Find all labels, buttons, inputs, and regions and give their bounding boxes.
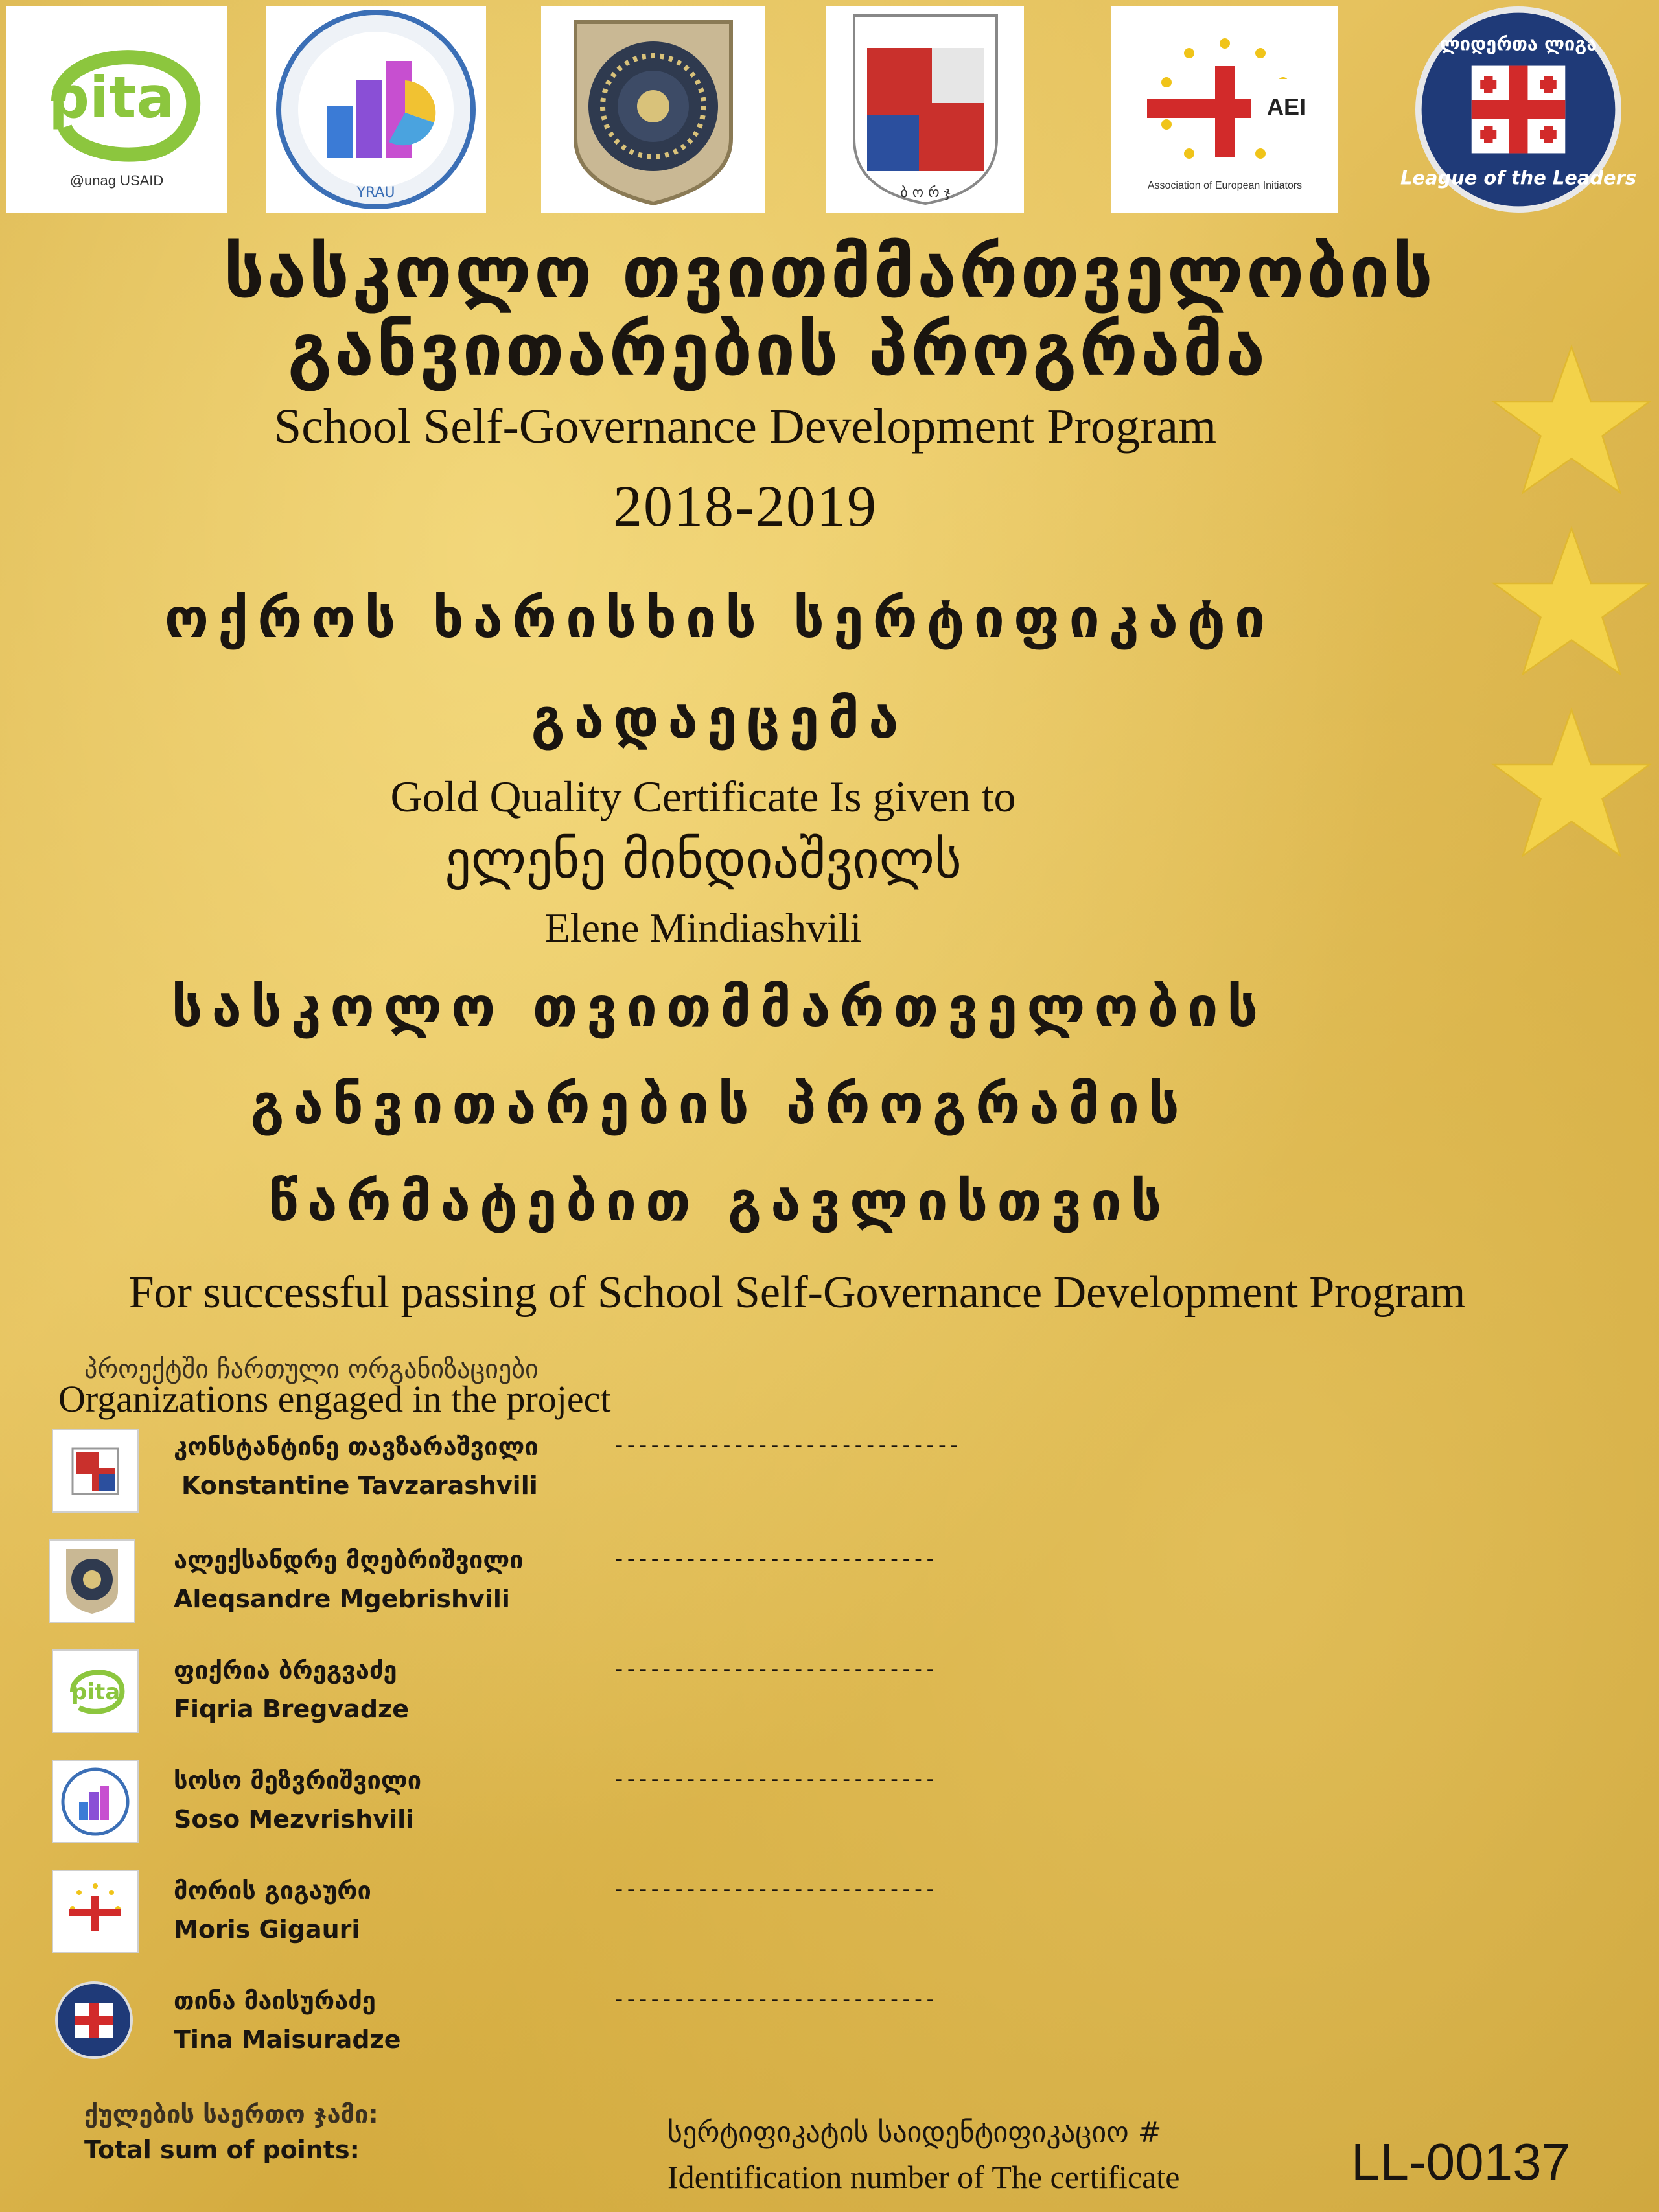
league-geo-caption: ლიდერთა ლიგა [1439,32,1597,55]
signature-line: --------------------------- [612,1766,936,1792]
chart-emblem-logo [266,6,486,213]
pita-swirl-icon [19,30,214,172]
chart-emblem-caption: YRAU [356,185,395,201]
award-geo-line2: გადაეცემა [531,687,908,751]
seal-logo [541,6,765,213]
years: 2018-2019 [613,474,877,539]
signature-line: --------------------------- [612,1986,936,2012]
chart-emblem-icon [52,1760,139,1843]
cert-id: LL-00137 [1351,2133,1571,2191]
signature-line: --------------------------- [612,1656,936,1682]
signature-line: --------------------------- [612,1546,936,1572]
aei-logo-text: AEI [1267,93,1306,120]
points-label-geo: ქულების საერთო ჯამი: [84,2100,378,2128]
chart-emblem-icon [269,9,483,210]
league-icon [52,1980,136,2061]
award-en: Gold Quality Certificate Is given to [390,772,1016,821]
recipient-en: Elene Mindiashvili [544,905,862,951]
reason-geo-line2: განვითარების პროგრამის [250,1073,1189,1136]
pita-logo-text: pita [49,64,175,131]
pita-caption: @unag USAID [69,172,164,189]
signature-line: --------------------------- [612,1876,936,1902]
signer-name-geo: კონსტანტინე თავზარაშვილი [174,1432,539,1461]
recipient-geo: ელენე მინდიაშვილს [445,830,962,890]
signer-name-en: Tina Maisuradze [174,2025,401,2054]
award-geo-line1: ოქროს ხარისხის სერტიფიკატი [164,587,1275,650]
coat-of-arms-caption: ბ ო რ ჯ [899,185,951,201]
signer-name-geo: სოსო მეზვრიშვილი [174,1766,422,1795]
pita-icon [52,1649,139,1733]
reason-geo-line1: სასკოლო თვითმმართველობის [171,975,1268,1039]
reason-geo-line3: წარმატებით გავლისთვის [268,1170,1171,1233]
signer-name-geo: თინა მაისურაძე [174,1986,376,2015]
aei-logo [1111,6,1338,213]
title-en: School Self-Governance Development Program [273,399,1217,454]
points-label-en: Total sum of points: [84,2136,360,2164]
signer-name-en: Aleqsandre Mgebrishvili [174,1585,510,1613]
signer-name-geo: მორის გიგაური [174,1876,371,1905]
coat-of-arms-icon [52,1429,139,1513]
cert-id-label-en: Identification number of The certificate [667,2159,1180,2195]
league-of-leaders-icon [1398,6,1638,213]
pita-logo [6,6,227,213]
signer-name-en: Moris Gigauri [174,1915,360,1944]
signer-name-geo: ალექსანდრე მღებრიშვილი [174,1546,524,1574]
signer-name-geo: ფიქრია ბრეგვაძე [174,1656,397,1684]
orgs-label-geo: პროექტში ჩართული ორგანიზაციები [84,1355,539,1384]
signer-name-en: Konstantine Tavzarashvili [181,1471,538,1500]
svg-text:pita: pita [71,1679,121,1705]
signer-name-en: Fiqria Bregvadze [174,1695,410,1723]
seal-icon [49,1539,135,1623]
cert-id-label-geo: სერტიფიკატის საიდენტიფიკაციო # [667,2116,1162,2149]
aei-icon [52,1870,139,1953]
coat-of-arms-logo [826,6,1024,213]
signature-line: ----------------------------- [612,1432,960,1458]
league-logo [1393,6,1643,213]
aei-caption: Association of European Initiators [1147,180,1303,191]
league-en-text: League of the Leaders [1400,167,1636,189]
signer-name-en: Soso Mezvrishvili [174,1805,415,1834]
title-geo-line1: სასკოლო თვითმმართველობის [224,231,1435,314]
seal-emblem-icon [556,9,750,210]
coat-of-arms-icon [841,9,1010,210]
aei-icon [1121,27,1328,176]
reason-en: For successful passing of School Self-Governance Development Program [128,1268,1466,1318]
orgs-label-en: Organizations engaged in the project [58,1378,611,1420]
title-geo-line2: განვითარების პროგრამა [287,309,1268,391]
